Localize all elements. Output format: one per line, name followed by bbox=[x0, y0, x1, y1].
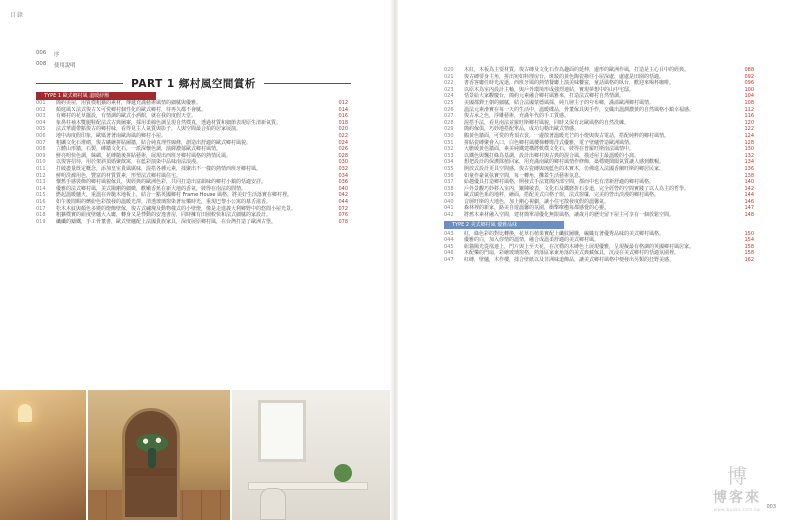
toc-entry[interactable] bbox=[36, 212, 348, 219]
entry-description: 纖纖的鑄鐵，手工骨董書，歐式壁爐配上法國貴族家具，深度展原鄉村風，在台灣打造了歐洲古堡。 bbox=[56, 218, 277, 225]
entry-page-number: 032 bbox=[338, 165, 348, 172]
front-title: 序 bbox=[54, 52, 60, 58]
entry-description: 書香客廳任時光流逝，西班牙風的熱情餐廳上演美味饗宴，童話風格的臥台，歡迎來喝杯咖啡。 bbox=[464, 80, 675, 87]
entry-description: 有鄉村的花草擺設，有情調的歐式小酒館，就在我的度假天堂。 bbox=[56, 113, 197, 120]
entry-number: 011 bbox=[36, 165, 46, 172]
title-rule-left bbox=[36, 83, 123, 84]
entry-number: 009 bbox=[36, 152, 46, 159]
entry-description: 紅磚，壁爐，木作樓，揉合壁紙以及非洲味道飾品，讓美式鄉村風格中便發出另類的狂野美感。 bbox=[464, 257, 675, 264]
toc-entry[interactable] bbox=[444, 80, 754, 87]
entry-description: 森林裡的新家，路美自遊溫馨的氛圍，衝擊療癒每都感覺的心靈。 bbox=[464, 205, 610, 212]
type2-label: TYPE 2 美式鄉村風 優雅品味 bbox=[444, 221, 564, 229]
entry-page-number: 124 bbox=[744, 132, 754, 139]
entry-description: 象鼻柱袖木雙腿鞋配法式古典圖案，採用柔綿色調呈現自然樸真，透過材質和細節表現原生清新氣質。 bbox=[56, 119, 282, 126]
white-chair bbox=[260, 488, 286, 520]
entry-page-number: 134 bbox=[744, 159, 754, 166]
entry-description: 歐式碳色系的地秤，繪面，搭配美式白格子窗，法式窗簾，完美的營出淡漫的鄉村風格。 bbox=[464, 192, 660, 199]
entry-description: 溫法元素滑實在每一天的生活中，溫暖碟品，骨董傢具與手作，交織出溫潤濃黃的自然風格小鎮幸福感。 bbox=[464, 106, 695, 113]
toc-entry[interactable] bbox=[36, 219, 348, 226]
entry-page-number: 034 bbox=[338, 172, 348, 179]
entry-description: 顏庭風Ｘ法式復古Ｘ可愛鄉村個性化的歐式鄉村，待再久都不會膩。 bbox=[56, 106, 207, 113]
entry-number: 032 bbox=[444, 146, 454, 153]
entry-number: 012 bbox=[36, 172, 46, 179]
entry-page-number: 022 bbox=[338, 132, 348, 139]
entry-page-number: 128 bbox=[744, 139, 754, 146]
entry-page-number: 028 bbox=[338, 152, 348, 159]
entry-description: 給越優具打造鄉村風格，開發式手法寬簡內部空間，都而中也有清新舒適的鄉村風格。 bbox=[464, 179, 655, 186]
entry-number: 010 bbox=[36, 159, 46, 166]
entry-page-number: 044 bbox=[338, 198, 348, 205]
vase bbox=[148, 448, 156, 468]
toc-entry[interactable] bbox=[36, 146, 348, 153]
entry-number: 004 bbox=[36, 119, 46, 126]
entry-page-number: 154 bbox=[744, 237, 754, 244]
toc-entry[interactable] bbox=[36, 199, 348, 206]
entry-page-number: 144 bbox=[744, 192, 754, 199]
entry-number: 013 bbox=[36, 179, 46, 186]
entry-number: 038 bbox=[444, 185, 454, 192]
watermark bbox=[706, 465, 768, 512]
type1-label: TYPE 1 歐式鄉村風 溫暖紓壓 bbox=[36, 92, 156, 100]
entry-page-number: 116 bbox=[744, 113, 754, 120]
photo-wall-sconce bbox=[0, 390, 86, 520]
entry-description: 紐貓陽光從凰連上，門片與上至天花，在沉穩的木磚色上展現優雅，呈現擬最有格調的英國鄉村風居家。 bbox=[464, 243, 695, 250]
entry-number: 034 bbox=[444, 159, 454, 166]
toc-entry[interactable] bbox=[444, 257, 754, 264]
entry-number: 039 bbox=[444, 192, 454, 199]
entry-number: 031 bbox=[444, 139, 454, 146]
entry-description: 大膽緩黃色牆面，素美純鐵建構將軟樸文化石，彼得在普羅旺斯南法風情中。 bbox=[464, 146, 635, 153]
entry-page-number: 040 bbox=[338, 185, 348, 192]
entry-description: 木配樂的門扇，彩繪玻璃窗格，熱落區家東角落的美式典藏傢具，沉浸在美式鄉村的恬適氛圍裡。 bbox=[464, 250, 680, 257]
front-num: 006 bbox=[36, 50, 47, 56]
entry-number: 006 bbox=[36, 132, 46, 139]
watermark-url: www.books.com.tw bbox=[713, 507, 761, 512]
entry-page-number: 130 bbox=[744, 146, 754, 153]
entry-page-number: 072 bbox=[338, 205, 348, 212]
entry-page-number: 026 bbox=[338, 146, 348, 153]
entry-description: 將舊木素材融入空間，建材簡單卻優化無限風格，讓歲月的歷史留下屋主可享有一個放鬆空間。 bbox=[464, 212, 675, 219]
left-page bbox=[0, 0, 392, 520]
entry-description: 法式華麗帶點復古的鄉村味，看得見主人氣質與影子，人與空間最合拍的居家展演。 bbox=[56, 126, 242, 133]
entry-number: 003 bbox=[36, 113, 46, 120]
watermark-text: 博客來 bbox=[713, 490, 761, 506]
entry-page-number: 132 bbox=[744, 152, 754, 159]
toc-entry[interactable] bbox=[36, 179, 348, 186]
entry-description: 以鐵色與飄打綠為基調，設計出鄉村與古典的混合風，描述屋主最溫暖的小窩。 bbox=[464, 152, 640, 159]
entry-page-number: 096 bbox=[744, 80, 754, 87]
entry-number: 017 bbox=[36, 205, 46, 212]
entry-number: 029 bbox=[444, 126, 454, 133]
entry-number: 047 bbox=[444, 257, 454, 264]
entry-number: 002 bbox=[36, 106, 46, 113]
entry-page-number: 014 bbox=[338, 106, 348, 113]
toc-entry[interactable] bbox=[36, 192, 348, 199]
entry-number: 046 bbox=[444, 250, 454, 257]
right-entry-list bbox=[444, 67, 754, 264]
toc-entry[interactable] bbox=[444, 126, 754, 133]
entry-page-number: 112 bbox=[744, 106, 754, 113]
entry-description: 以復客招待，用於架斜頂婚聚飲寓，在藍彩演染中品味南法浪漫。 bbox=[56, 159, 202, 166]
entry-description: 木紅，木板為主要材質，復古磚及文化石作為趣面的延伸，邊形的歐洲作風，打造是主心目中的經典。 bbox=[464, 67, 690, 73]
toc-entry[interactable] bbox=[444, 179, 754, 186]
front-item bbox=[36, 61, 76, 72]
entry-page-number: 148 bbox=[744, 212, 754, 219]
entry-page-number: 146 bbox=[744, 198, 754, 205]
entry-description: 恬景給大家觀慶台，簡約元素融合鄉村風雅來，打造法式鄉村自然情調。 bbox=[464, 93, 625, 100]
entry-description: 如童作豪氣弦實空間，每一轉角，攤蓋生活藝術氛息。 bbox=[464, 172, 585, 179]
entry-number: 027 bbox=[444, 113, 454, 120]
entry-description: 松木木紋與顏色多變的燈飾壁傢，復古式繡塊及動物樣式的小壁燈，像是走進義大利鄉野中的悠閒小屋光景。 bbox=[56, 205, 297, 212]
entry-page-number: 024 bbox=[338, 139, 348, 146]
toc-entry[interactable] bbox=[444, 133, 754, 140]
entry-description: 優雅的白，加入你情的溫情，融合成溫柔舒適的美式鄉村風。 bbox=[464, 237, 600, 244]
entry-number: 033 bbox=[444, 152, 454, 159]
entry-number: 023 bbox=[444, 86, 454, 93]
right-page bbox=[398, 0, 790, 520]
entry-page-number: 158 bbox=[744, 250, 754, 257]
entry-number: 021 bbox=[444, 73, 454, 80]
toc-entry[interactable] bbox=[444, 166, 754, 173]
entry-page-number: 092 bbox=[744, 73, 754, 80]
photo-strip bbox=[0, 390, 392, 520]
entry-description: 鵝黃色牆面，可愛的秀頂衣裳，一邊散著溫暖光芒的小燈與復古電話，搭配純粹的鄉村風情。 bbox=[464, 132, 670, 139]
entry-number: 043 bbox=[444, 230, 454, 237]
entry-number: 042 bbox=[444, 212, 454, 219]
entry-page-number: 122 bbox=[744, 126, 754, 133]
entry-number: 040 bbox=[444, 198, 454, 205]
entry-number: 026 bbox=[444, 106, 454, 113]
left-entry-list bbox=[36, 92, 348, 225]
entry-number: 019 bbox=[36, 218, 46, 225]
entry-page-number: 108 bbox=[744, 99, 754, 106]
entry-number: 007 bbox=[36, 139, 46, 146]
entry-number: 014 bbox=[36, 185, 46, 192]
toc-entry[interactable] bbox=[36, 159, 348, 166]
entry-number: 044 bbox=[444, 237, 454, 244]
entry-number: 005 bbox=[36, 126, 46, 133]
entry-number: 030 bbox=[444, 132, 454, 139]
part-title bbox=[36, 76, 351, 91]
window bbox=[258, 400, 306, 462]
toc-entry[interactable] bbox=[444, 159, 754, 166]
toc-entry[interactable] bbox=[444, 67, 754, 74]
entry-description: 立體山形牆，石製，磚牆文化石，一派深懷色調，演繹濃郁歐式鄉村風情。 bbox=[56, 146, 222, 153]
entry-number: 037 bbox=[444, 179, 454, 186]
entry-number: 015 bbox=[36, 192, 46, 199]
entry-number: 018 bbox=[36, 212, 46, 219]
entry-description: 打破盡量既定概念，添加皇室貴風厲味，混搭各種元素，揉聚出不一樣的熱情西班牙鄉村風。 bbox=[56, 165, 262, 172]
potted-plant bbox=[334, 464, 352, 482]
photo-white-study bbox=[232, 390, 392, 520]
entry-description: 戶外景觀巧妙移入室內，鑲陳敏表，文化石及鐵磨折石步道，完全經營的空間實踐了以人為主的哲學。 bbox=[464, 185, 690, 192]
toc-entry[interactable] bbox=[444, 113, 754, 120]
entry-number: 022 bbox=[444, 80, 454, 87]
entry-description: 音層旺斯的大地色，加上剛心視劇，讓小住宅散發度假的溫馨氣。 bbox=[464, 198, 610, 205]
entry-page-number: 018 bbox=[338, 119, 348, 126]
page-number: 003 bbox=[766, 504, 776, 510]
entry-page-number: 158 bbox=[744, 243, 754, 250]
entry-number: 025 bbox=[444, 99, 454, 106]
front-num: 008 bbox=[36, 61, 47, 67]
toc-entry[interactable] bbox=[36, 113, 348, 120]
entry-description: 以原木為室內設計主軸，與戶外環境形成強烈連結，實現夢想中的山中宅邸。 bbox=[464, 86, 635, 93]
entry-number: 045 bbox=[444, 243, 454, 250]
entry-number: 024 bbox=[444, 93, 454, 100]
entry-description: 復古承之色，浮雕藝術，充滿年代的手工質感。 bbox=[464, 113, 570, 120]
toc-entry[interactable] bbox=[36, 100, 348, 107]
entry-page-number: 016 bbox=[338, 113, 348, 120]
entry-page-number: 140 bbox=[744, 179, 754, 186]
entry-description: 懷舊手感裝飾的鄉村風貌傢具，與經典的歐洲色彩，共同打造出富韻味的鄉村小鎮的恬適安詳。 bbox=[56, 179, 267, 186]
entry-number: 036 bbox=[444, 172, 454, 179]
entry-page-number: 136 bbox=[744, 165, 754, 172]
sconce-light bbox=[18, 404, 32, 422]
entry-number: 008 bbox=[36, 146, 46, 153]
entry-description: 鮮明洗滌用色，豐富的材質質素，形塑法式鄉村風住宅。 bbox=[56, 172, 182, 179]
front-title: 使用說明 bbox=[54, 63, 76, 69]
entry-page-number: 030 bbox=[338, 159, 348, 166]
entry-description: 紅，綠色彩的對比轉換，花草石植果實配上纖紋圖騰，編織有著優秀品味的美式鄉村風格。 bbox=[464, 230, 665, 237]
entry-page-number: 088 bbox=[744, 67, 754, 73]
toc-entry[interactable] bbox=[444, 212, 754, 219]
entry-description: 美國都鐸王朝的細膩，結合法國蒙德風採，純九層主子的夸布鄉，滿溢歐洲鄉村風情。 bbox=[464, 99, 655, 106]
toc-entry[interactable] bbox=[36, 166, 348, 173]
front-item bbox=[36, 50, 76, 61]
entry-number: 035 bbox=[444, 165, 454, 172]
toc-entry[interactable] bbox=[444, 192, 754, 199]
entry-description: 粗獷樸實的紐度壁爐大入廳，轉身又是悸動的安逸書房，同時擁有田園較快和法式細膩的家設計。 bbox=[56, 212, 272, 219]
entry-page-number: 138 bbox=[744, 172, 754, 179]
entry-number: 028 bbox=[444, 119, 454, 126]
entry-description: 想把設計的保護隊植回家，用充滿南歐的鄉村風情作修飾，築穩變鬧闊氣質讓人感到歡暢。 bbox=[464, 159, 665, 166]
entry-page-number: 042 bbox=[338, 192, 348, 199]
toc-entry[interactable] bbox=[444, 146, 754, 153]
photo-arched-doorway bbox=[88, 390, 230, 520]
entry-description: 簡約美屋，用質樸粗獷的素材，傳遞充滿藝術風情的細膩與優雅。 bbox=[56, 100, 202, 106]
title-rule-right bbox=[264, 83, 351, 84]
entry-description: 混搭手法，看見南法並羅旺斯鄉村風貌，同時又保有北歐風格的自然洗練。 bbox=[464, 119, 630, 126]
entry-page-number: 104 bbox=[744, 93, 754, 100]
entry-page-number: 076 bbox=[338, 212, 348, 219]
entry-description: 鮮亮明快色調，絲綢，花磚隨後拼貼藝術，展現出西班牙鄉村風格的熱情民風。 bbox=[56, 152, 232, 159]
entry-number: 020 bbox=[444, 67, 454, 73]
entry-description: 開放式設計更具空間感，復古瓷磚與琉藍色的木實木，仿佛進入法國香蘭旺斯的鄉居民家。 bbox=[464, 165, 665, 172]
running-head: 目錄 bbox=[10, 12, 25, 19]
entry-number: 001 bbox=[36, 100, 46, 106]
entry-description: 優雅的法式鄉村風，美式陽剛的細緻，歡嫩香蕉在新大地的香氣，彼得在南法的閒情。 bbox=[56, 185, 247, 192]
watermark-logo-icon: 博 bbox=[727, 464, 747, 488]
entry-description: 拼貼瓷磚聚會入口，白色鄉村風樓梯轉彎洋式優雅，電子壁爐營造歐洲風情。 bbox=[464, 139, 635, 146]
entry-page-number: 036 bbox=[338, 179, 348, 186]
toc-entry[interactable] bbox=[444, 237, 754, 244]
toc-entry[interactable] bbox=[36, 126, 348, 133]
entry-description: 復古磚要身主角，拼出宛如料理房台，斑駁的黃色陶瓷撥往小屋深處，處處是田園的恬適。 bbox=[464, 73, 665, 80]
entry-page-number: 120 bbox=[744, 119, 754, 126]
entry-page-number: 020 bbox=[338, 126, 348, 133]
toc-entry[interactable] bbox=[444, 93, 754, 100]
entry-page-number: 150 bbox=[744, 230, 754, 237]
entry-description: 地中海度假印象，歐媽著著南歐海風的鄉村小屋。 bbox=[56, 132, 167, 139]
entry-description: 燃起溫暖爐火，重溫在奔馳木地板上，結合一點英國鄉村 Frame House 風格，將美好生活落實在鄉村裡。 bbox=[56, 192, 293, 199]
entry-page-number: 162 bbox=[744, 257, 754, 264]
entry-description: 簡約傢俱，巧妙地搭配單品，成功勾勒出歐式情感。 bbox=[464, 126, 580, 133]
entry-page-number: 142 bbox=[744, 185, 754, 192]
entry-number: 016 bbox=[36, 198, 46, 205]
entry-page-number: 100 bbox=[744, 86, 754, 93]
part-title-text: PART 1 鄉村風空間賞析 bbox=[131, 78, 256, 90]
entry-number: 041 bbox=[444, 205, 454, 212]
toc-entry[interactable] bbox=[444, 100, 754, 107]
entry-page-number: 012 bbox=[338, 100, 348, 106]
front-matter bbox=[36, 50, 76, 72]
entry-description: 粗礪文化石堆砌，復古礦繪拼貼圖牆，結合純真理性線條，創造出舒適的歐式鄉村風貌。 bbox=[56, 139, 252, 146]
entry-description: 如午後閒暇的繽紛色彩散發的溫暖光澤，清透玻璃窗染著玩樂時光，重現巴黎小公寓的慕舌滋香。 bbox=[56, 198, 272, 205]
toc-entry[interactable] bbox=[36, 133, 348, 140]
entry-page-number: 078 bbox=[338, 218, 348, 225]
console-table bbox=[126, 468, 176, 476]
entry-page-number: 147 bbox=[744, 205, 754, 212]
